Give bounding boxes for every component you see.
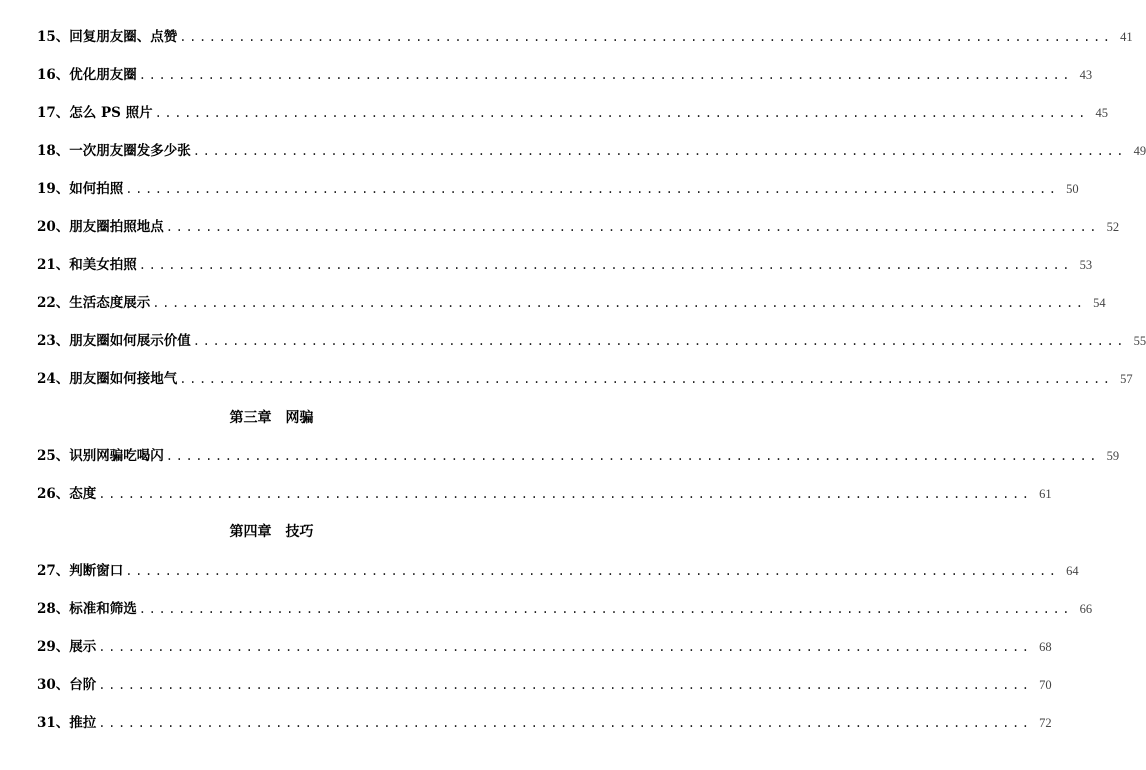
dot-leader: ............................................................................................... <box>138 602 1073 616</box>
dot-leader: ............................................................................................... <box>138 258 1073 272</box>
toc-entry-page: 54 <box>1093 296 1106 310</box>
dot-leader: ............................................................................................... <box>165 220 1100 234</box>
dot-leader: ............................................................................................... <box>152 296 1086 310</box>
toc-entry[interactable] <box>37 675 1052 695</box>
toc-entry[interactable] <box>37 484 1052 504</box>
toc-entry-page: 45 <box>1095 106 1108 120</box>
toc-entry-page: 72 <box>1039 716 1052 730</box>
toc-entry-page: 53 <box>1079 258 1093 272</box>
toc-entry-page: 55 <box>1133 334 1146 348</box>
toc-entry[interactable] <box>37 255 1093 275</box>
toc-entry-title: 18、一次朋友圈发多少张 <box>37 143 191 159</box>
chapter-label: 第三章 <box>229 410 272 426</box>
chapter-heading-3 <box>0 408 543 428</box>
dot-leader: ............................................................................................... <box>98 640 1032 654</box>
dot-leader: ............................................................................................... <box>98 678 1032 692</box>
chapter-name: 网骗 <box>285 410 314 426</box>
toc-entry-page: 68 <box>1039 640 1052 654</box>
toc-entry-page: 64 <box>1066 564 1079 578</box>
toc-entry[interactable] <box>37 446 1120 466</box>
toc-entry-title: 17、怎么 PS 照片 <box>37 105 153 121</box>
toc-entry-page: 49 <box>1133 144 1146 158</box>
dot-leader: ............................................................................................... <box>138 68 1073 82</box>
dot-leader: ............................................................................................... <box>125 182 1059 196</box>
chapter-heading-4 <box>0 522 543 542</box>
dot-leader: ............................................................................................... <box>165 449 1100 463</box>
toc-entry-title: 23、朋友圈如何展示价值 <box>37 333 191 349</box>
chapter-label: 第四章 <box>229 524 272 540</box>
dot-leader: ............................................................................................... <box>98 716 1032 730</box>
toc-entry-page: 50 <box>1066 182 1079 196</box>
toc-entry-page: 57 <box>1120 372 1133 386</box>
toc-entry[interactable] <box>37 103 1108 123</box>
toc-entry[interactable] <box>37 27 1133 47</box>
toc-entry-title: 21、和美女拍照 <box>37 257 137 273</box>
toc-entry-page: 43 <box>1079 68 1093 82</box>
toc-entry-title: 24、朋友圈如何接地气 <box>37 371 178 387</box>
toc-entry-title: 29、展示 <box>37 639 97 655</box>
toc-entry-title: 16、优化朋友圈 <box>37 67 137 83</box>
dot-leader: ............................................................................................... <box>192 334 1127 348</box>
toc-entry-title: 25、识别网骗吃喝闪 <box>37 448 164 464</box>
toc-entry[interactable] <box>37 713 1052 733</box>
dot-leader: ............................................................................................... <box>98 487 1032 501</box>
toc-entry[interactable] <box>37 561 1079 581</box>
dot-leader: ............................................................................................... <box>192 144 1127 158</box>
toc-entry-title: 15、回复朋友圈、点赞 <box>37 29 178 45</box>
toc-entry[interactable] <box>37 293 1106 313</box>
toc-entry-title: 26、态度 <box>37 486 97 502</box>
toc-entry[interactable] <box>37 599 1093 619</box>
toc-entry[interactable] <box>37 217 1120 237</box>
toc-entry-title: 22、生活态度展示 <box>37 295 151 311</box>
toc-entry-title: 20、朋友圈拍照地点 <box>37 219 164 235</box>
toc-entry-title: 31、推拉 <box>37 715 97 731</box>
toc-entry[interactable] <box>37 65 1093 85</box>
dot-leader: ............................................................................................... <box>179 372 1113 386</box>
toc-entry-page: 66 <box>1079 602 1093 616</box>
toc-entry-page: 70 <box>1039 678 1052 692</box>
toc-entry-page: 52 <box>1106 220 1120 234</box>
toc-entry-title: 27、判断窗口 <box>37 563 124 579</box>
toc-entry-page: 59 <box>1106 449 1120 463</box>
toc-entry-title: 19、如何拍照 <box>37 181 124 197</box>
toc-entry-page: 61 <box>1039 487 1052 501</box>
dot-leader: ............................................................................................... <box>154 106 1088 120</box>
toc-entry[interactable] <box>37 141 1146 161</box>
toc-entry[interactable] <box>37 331 1146 351</box>
toc-entry[interactable] <box>37 369 1133 389</box>
toc-entry-title: 30、台阶 <box>37 677 97 693</box>
dot-leader: ............................................................................................... <box>179 30 1113 44</box>
toc-entry[interactable] <box>37 637 1052 657</box>
dot-leader: ............................................................................................... <box>125 564 1059 578</box>
toc-entry[interactable] <box>37 179 1079 199</box>
toc-entry-page: 41 <box>1120 30 1133 44</box>
chapter-name: 技巧 <box>285 524 314 540</box>
toc-entry-title: 28、标准和筛选 <box>37 601 137 617</box>
